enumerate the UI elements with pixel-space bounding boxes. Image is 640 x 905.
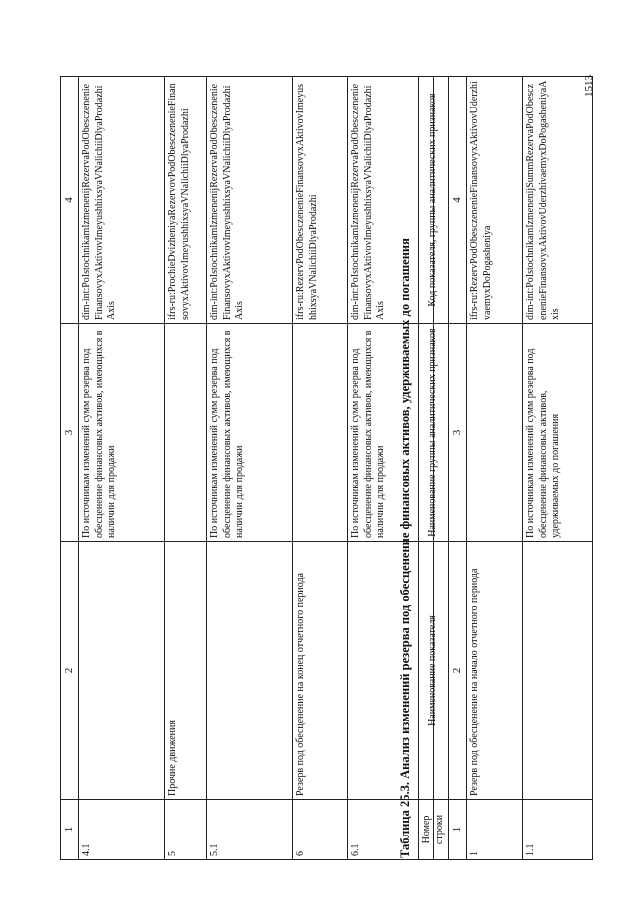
row-code-cell: ifrs-ru:RezervPodObesczenenieFinansovyxAktivovImeyushhixsyaVNalichiiDlyaProdazhi xyxy=(293,77,348,324)
header-cell-group: Наименование группы аналитических признаков xyxy=(419,324,449,542)
row-name-cell: Резерв под обесценение на конец отчетного периода xyxy=(293,542,348,800)
row-code-cell: dim-int:PoIstochnikamIzmenenijRezervaPodObesczenenieFinansovyxAktivovImeyushhixsyaVNalichiiDlyaProdazhiAxis xyxy=(348,77,434,324)
row-name-cell xyxy=(523,542,593,800)
table-row xyxy=(207,77,293,860)
row-group-cell: По источникам изменений сумм резерва под обесценение финансовых активов, имеющихся в наличии для продажи xyxy=(207,324,293,542)
col-number-cell: 2 xyxy=(61,542,79,800)
row-name-cell: Резерв под обесценение на начало отчетного периода xyxy=(467,542,523,800)
row-code-cell: dim-int:PoIstochnikamIzmenenijRezervaPodObesczenenieFinansovyxAktivovImeyushhixsyaVNalichiiDlyaProdazhiAxis xyxy=(207,77,293,324)
row-code-cell: ifrs-ru:RezervPodObesczenenieFinansovyxAktivovUderzhivaemyxDoPogasheniya xyxy=(467,77,523,324)
row-code-cell: dim-int:PoIstochnikamIzmenenijRezervaPodObesczenenieFinansovyxAktivovImeyushhixsyaVNalichiiDlyaProdazhiAxis xyxy=(79,77,165,324)
table-caption: Таблица 25.3. Анализ изменений резерва под обесценение финансовых активов, удерживаемых до погашения xyxy=(398,238,412,858)
table-25-3 xyxy=(418,76,593,860)
header-cell-number: Номер строки xyxy=(419,800,449,860)
header-cell-code: Код показателя, группы аналитических признаков xyxy=(419,77,449,324)
col-number-cell: 3 xyxy=(61,324,79,542)
row-number-cell: 6 xyxy=(293,800,348,860)
table-row xyxy=(293,77,348,860)
col-number-cell: 4 xyxy=(449,77,467,324)
row-name-cell xyxy=(79,542,165,800)
header-cell-name: Наименование показателя xyxy=(419,542,449,800)
row-code-cell: ifrs-ru:ProchieDvizheniyaRezervovPodObesczenenieFinansovyxAktivovImeyushhixsyaVNalichiiDlyaProdazhi xyxy=(165,77,207,324)
row-name-cell: Прочие движения xyxy=(165,542,207,800)
col-number-cell: 3 xyxy=(449,324,467,542)
row-name-cell xyxy=(207,542,293,800)
table-row xyxy=(165,77,207,860)
col-number-cell: 2 xyxy=(449,542,467,800)
row-group-cell: По источникам изменений сумм резерва под обесценение финансовых активов, удерживаемых до погашения xyxy=(523,324,593,542)
row-number-cell: 1.1 xyxy=(523,800,593,860)
table-row xyxy=(523,77,593,860)
row-group-cell: По источникам изменений сумм резерва под обесценение финансовых активов, имеющихся в наличии для продажи xyxy=(348,324,434,542)
row-group-cell xyxy=(165,324,207,542)
row-number-cell: 4.1 xyxy=(79,800,165,860)
row-code-cell: dim-int:PoIstochnikamIzmenenijSummRezervaPodObesczenenieFinansovyxAktivovUderzhivaemyxDoPogasheniyaAxis xyxy=(523,77,593,324)
table-number-row xyxy=(449,77,467,860)
table-continuation xyxy=(60,76,434,860)
col-number-cell: 4 xyxy=(61,77,79,324)
row-group-cell: По источникам изменений сумм резерва под обесценение финансовых активов, имеющихся в наличии для продажи xyxy=(79,324,165,542)
col-number-cell: 1 xyxy=(449,800,467,860)
row-number-cell: 6.1 xyxy=(348,800,434,860)
row-group-cell xyxy=(293,324,348,542)
page-number: 1513 xyxy=(583,75,595,97)
table-number-row xyxy=(61,77,79,860)
row-number-cell: 5 xyxy=(165,800,207,860)
col-number-cell: 1 xyxy=(61,800,79,860)
table-row xyxy=(467,77,523,860)
row-number-cell: 5.1 xyxy=(207,800,293,860)
row-number-cell: 1 xyxy=(467,800,523,860)
table-row xyxy=(79,77,165,860)
table-header-row xyxy=(419,77,449,860)
row-group-cell xyxy=(467,324,523,542)
